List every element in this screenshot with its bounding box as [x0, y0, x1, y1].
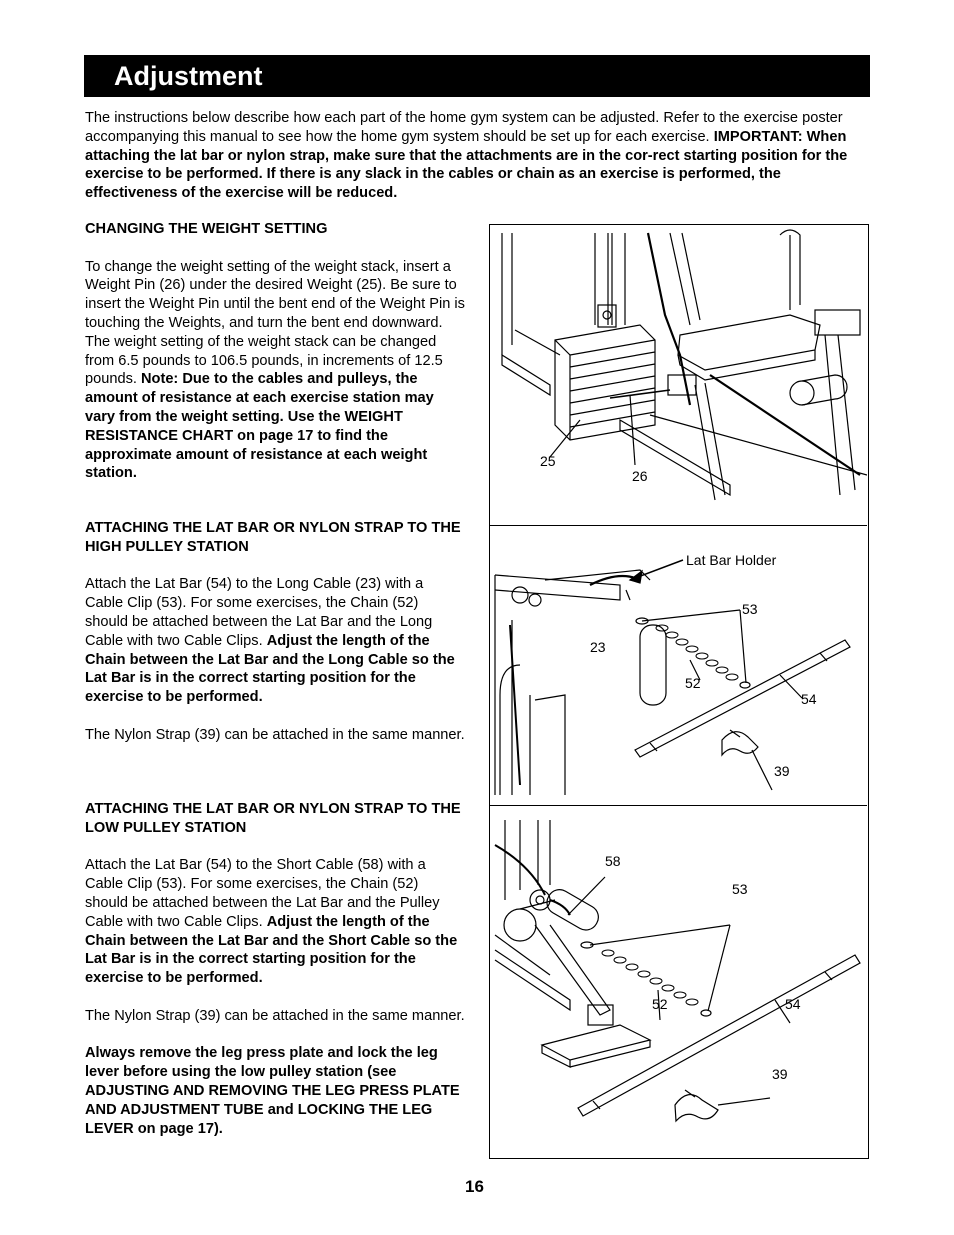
- low-strap-text: The Nylon Strap (39) can be attached in the same manner.: [85, 1007, 465, 1024]
- figures-panel: [489, 224, 869, 1159]
- page-title: Adjustment: [114, 61, 263, 91]
- callout-39: 39: [774, 763, 790, 779]
- callout-53: 53: [732, 881, 748, 897]
- section-weight: [85, 220, 465, 483]
- low-warning-text: Always remove the leg press plate and lock the leg lever before using the low pulley station (see ADJUSTING AND REMOVING THE LEG PRESS PLATE AND ADJUSTMENT TUBE and LOCKING THE LEG LEVER on page 17).: [85, 1045, 460, 1137]
- low-body-text: Attach the Lat Bar (54) to the Short Cable (58) with a Cable Clip (53). For some exercises, the Chain (52) should be attached between the Lat Bar and the Pulley Cable with two Cable Clips.: [85, 857, 440, 930]
- callout-26: 26: [632, 468, 648, 484]
- page-number: 16: [465, 1177, 484, 1196]
- callout-53: 53: [742, 601, 758, 617]
- section-heading-weight: CHANGING THE WEIGHT SETTING: [85, 221, 328, 237]
- high-bold-text: Adjust the length of the Chain between the Lat Bar and the Long Cable so the Lat Bar is in the correct starting position for the exercise to be performed.: [85, 632, 455, 706]
- figure-high-pulley: [490, 525, 867, 806]
- title-bar: [84, 55, 870, 97]
- low-bold-text: Adjust the length of the Chain between the Lat Bar and the Short Cable so the Lat Bar is in the correct starting position for the exercise to be performed.: [85, 913, 458, 987]
- weight-body-text: To change the weight setting of the weight stack, insert a Weight Pin (26) under the desired Weight (25). Be sure to insert the Weight Pin until the bent end of the Weight Pin is touching the Weights, and turn the bent end downward. The weight setting of the weight stack can be changed from 6.5 pounds to 106.5 pounds, in increments of 12.5 pounds.: [85, 258, 465, 388]
- section-heading-high: ATTACHING THE LAT BAR OR NYLON STRAP TO THE HIGH PULLEY STATION: [85, 520, 461, 555]
- low-pulley-illustration: [490, 805, 867, 1157]
- high-pulley-illustration: [490, 525, 867, 805]
- section-body-high: [85, 575, 465, 707]
- intro-text: The instructions below describe how each part of the home gym system can be adjusted. Refer to the exercise poster accompanying this manual to see how the home gym system should be set up for each exercise.: [85, 110, 843, 145]
- section-body-low: [85, 856, 465, 988]
- callout-39: 39: [772, 1066, 788, 1082]
- section-high-pulley: [85, 519, 465, 745]
- section-heading-low: ATTACHING THE LAT BAR OR NYLON STRAP TO THE LOW PULLEY STATION: [85, 801, 461, 836]
- intro-paragraph: [85, 109, 875, 203]
- high-body-text: Attach the Lat Bar (54) to the Long Cable (23) with a Cable Clip (53). For some exercises, the Chain (52) should be attached between the Lat Bar and the Long Cable with two Cable Clips.: [85, 576, 433, 649]
- callout-23: 23: [590, 639, 606, 655]
- callout-54: 54: [801, 691, 817, 707]
- section-body-weight: [85, 258, 465, 484]
- section-low-pulley: [85, 800, 465, 1138]
- callout-52: 52: [652, 996, 668, 1012]
- callout-58: 58: [605, 853, 621, 869]
- weight-stack-illustration: [490, 225, 867, 525]
- intro-important: IMPORTANT: When attaching the lat bar or nylon strap, make sure that the attachments are in the cor-rect starting position for the exercise to be performed. If there is any slack in the cables or chain as an exercise is performed, the effectiveness of the exercise will be reduced.: [85, 128, 848, 202]
- figure-weight-stack: [490, 225, 867, 526]
- callout-25: 25: [540, 453, 556, 469]
- weight-note: Note: Due to the cables and pulleys, the amount of resistance at each exercise station may vary from the weight setting. Use the WEIGHT RESISTANCE CHART on page 17 to find the approximate amount of resistance at each weight station.: [85, 371, 434, 482]
- callout-lat-bar-holder: Lat Bar Holder: [686, 552, 777, 568]
- figure-low-pulley: [490, 805, 867, 1157]
- callout-54: 54: [785, 996, 801, 1012]
- high-strap-text: The Nylon Strap (39) can be attached in the same manner.: [85, 726, 465, 743]
- callout-52: 52: [685, 675, 701, 691]
